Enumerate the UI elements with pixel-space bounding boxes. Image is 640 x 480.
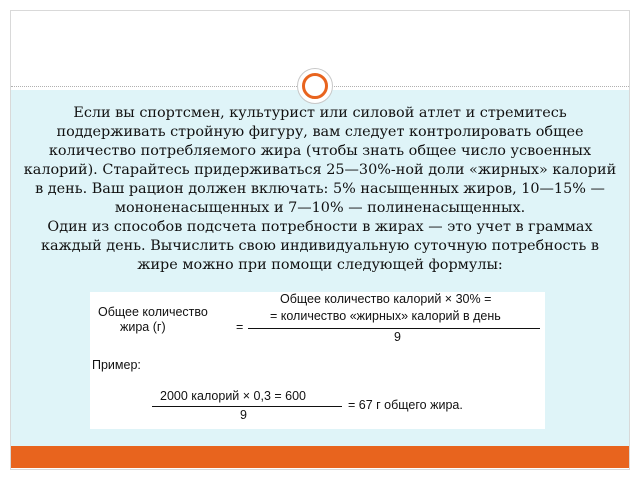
example-denominator: 9 xyxy=(240,408,247,422)
formula-numerator-line2: = количество «жирных» калорий в день xyxy=(270,309,501,323)
formula-numerator-line1: Общее количество калорий × 30% = xyxy=(280,292,492,306)
formula-image xyxy=(90,292,545,429)
circle-ornament xyxy=(297,68,333,104)
example-fraction-line xyxy=(152,406,342,407)
formula-left-label-line1: Общее количество xyxy=(98,305,208,319)
example-result: = 67 г общего жира. xyxy=(348,398,463,412)
paragraph-1: Если вы спортсмен, культурист или силовой атлет и стремитесь поддерживать стройную фигуру, вам следует контролировать общее количество потребляемого жира (чтобы знать общее число усвоенных калорий). Старайтесь придерживаться 25—30%-ной доли «жирных» калорий в день. Ваш рацион должен включать: 5% насыщенных жиров, 10—15% — мононенасыщенных и 7—10% — полиненасыщенных. xyxy=(23,105,617,216)
footer-accent-bar xyxy=(11,446,629,468)
circle-ring-icon xyxy=(302,73,328,99)
formula-denominator: 9 xyxy=(394,330,401,344)
formula-equals: = xyxy=(236,320,244,334)
example-numerator: 2000 калорий × 0,3 = 600 xyxy=(160,389,307,403)
formula-fraction-line xyxy=(248,328,540,329)
example-label: Пример: xyxy=(92,358,141,372)
body-text xyxy=(22,104,618,275)
formula-left-label-line2: жира (г) xyxy=(120,320,166,334)
paragraph-2: Один из способов подсчета потребности в жирах — это учет в граммах каждый день. Вычислить свою индивидуальную суточную потребность в жире можно при помощи следующей формулы: xyxy=(40,219,600,273)
